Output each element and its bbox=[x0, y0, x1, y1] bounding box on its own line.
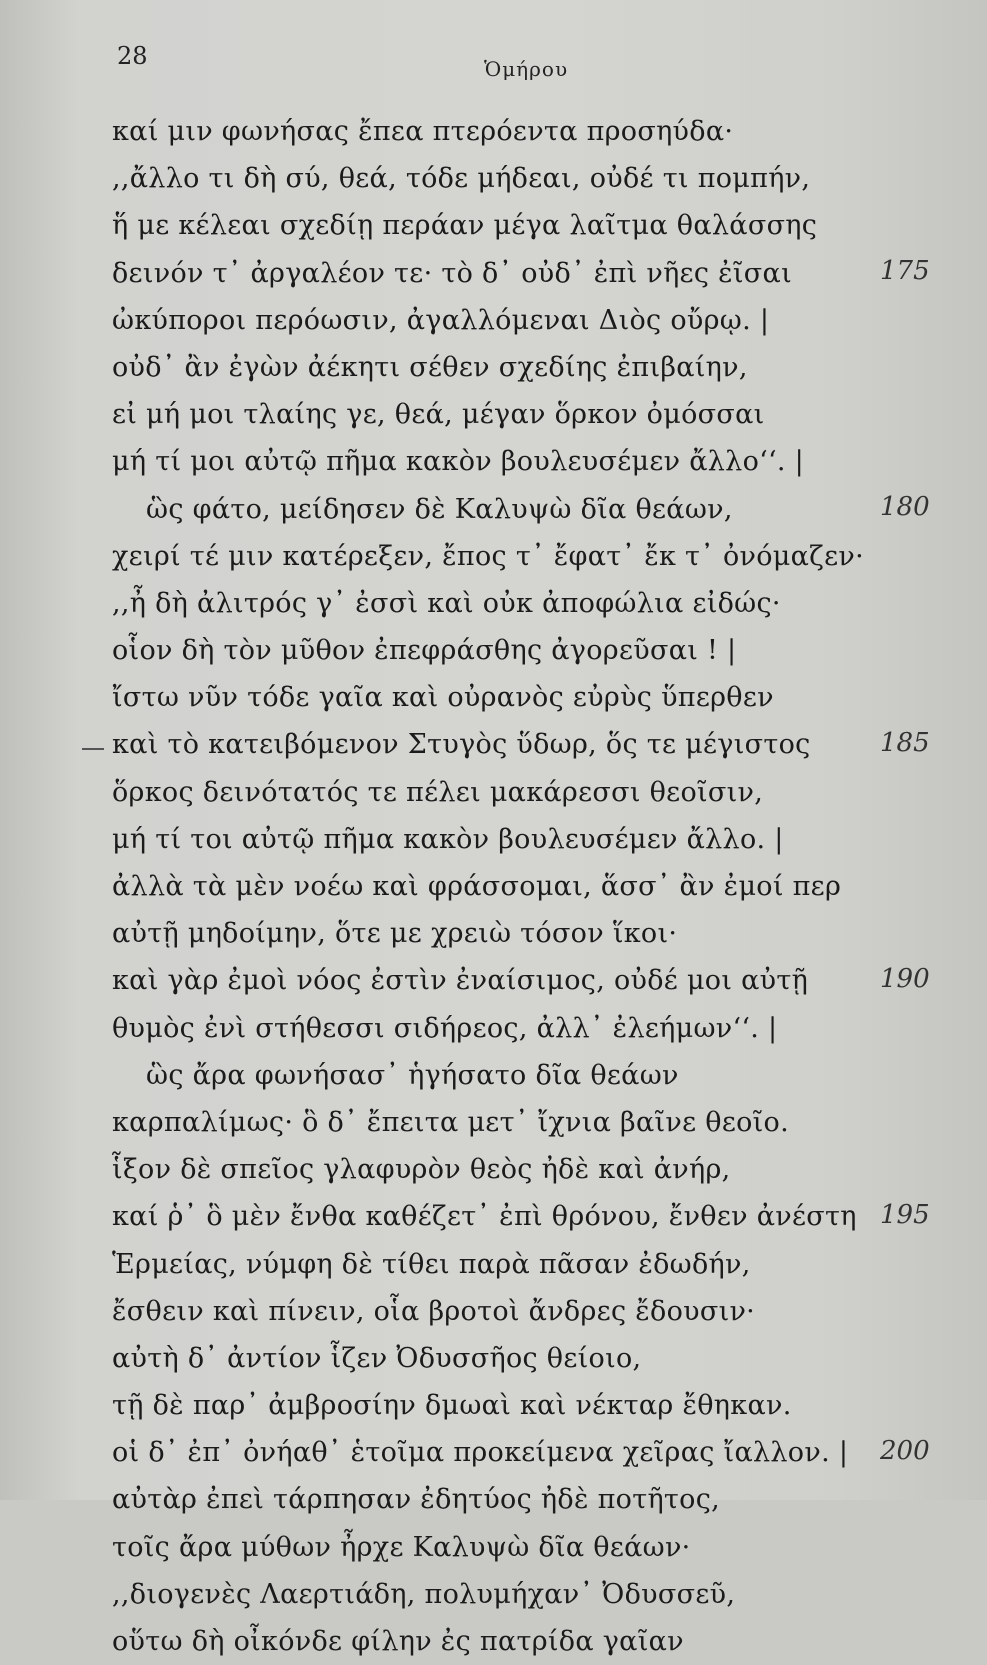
verse-line: αὐτὴ δ᾽ ἀντίον ἷζεν Ὀδυσσῆος θείοιο, bbox=[112, 1342, 642, 1374]
verse-line: οὕτω δὴ οἶκόνδε φίλην ἐς πατρίδα γαῖαν bbox=[112, 1626, 684, 1657]
verse-line: οὐδ᾽ ἂν ἐγὼν ἀέκητι σέθεν σχεδίης ἐπιβαίην, bbox=[112, 351, 748, 383]
verse-line: ὣς φάτο, μείδησεν δὲ Καλυψὼ δῖα θεάων, bbox=[146, 493, 733, 525]
verse-line: μή τί τοι αὐτῷ πῆμα κακὸν βουλευσέμεν ἄλλο. | bbox=[112, 823, 784, 855]
verse-line-number: 180 bbox=[880, 491, 930, 522]
verse-line: τῇ δὲ παρ᾽ ἀμβροσίην δμωαὶ καὶ νέκταρ ἔθηκαν. bbox=[112, 1390, 792, 1422]
verse-line: ,,ἦ δὴ ἀλιτρός γ᾽ ἐσσὶ καὶ οὐκ ἀποφώλια εἰδώς· bbox=[112, 587, 781, 619]
verse-line: μή τί μοι αὐτῷ πῆμα κακὸν βουλευσέμεν ἄλλο‘‘. | bbox=[112, 446, 805, 478]
verse-line: ἴστω νῦν τόδε γαῖα καὶ οὐρανὸς εὐρὺς ὕπερθεν bbox=[112, 682, 774, 714]
verse-line: καὶ τὸ κατειβόμενον Στυγὸς ὕδωρ, ὅς τε μέγιστος bbox=[112, 729, 811, 761]
verse-line: αὐτῇ μηδοίμην, ὅτε με χρειὼ τόσον ἵκοι· bbox=[112, 918, 678, 950]
verse-line-number: 190 bbox=[880, 963, 930, 994]
verse-line: χειρί τέ μιν κατέρεξεν, ἔπος τ᾽ ἔφατ᾽ ἔκ τ᾽ ὀνόμαζεν· bbox=[112, 540, 864, 572]
verse-line: ἔσθειν καὶ πίνειν, οἷα βροτοὶ ἄνδρες ἔδουσιν· bbox=[112, 1295, 756, 1327]
verse-line: καί ῥ᾽ ὃ μὲν ἔνθα καθέζετ᾽ ἐπὶ θρόνου, ἔνθεν ἀνέστη bbox=[112, 1201, 857, 1233]
verse-line-number: 175 bbox=[880, 255, 930, 286]
verse-line: καί μιν φωνήσας ἔπεα πτερόεντα προσηύδα· bbox=[112, 116, 734, 147]
verse-line: εἰ μή μοι τλαίης γε, θεά, μέγαν ὅρκον ὀμόσσαι bbox=[112, 399, 765, 431]
verse-line-number: 200 bbox=[880, 1435, 930, 1466]
verse-line-number: 185 bbox=[880, 727, 930, 758]
verse-line: θυμὸς ἐνὶ στήθεσσι σιδήρεος, ἀλλ᾽ ἐλεήμων‘‘. | bbox=[112, 1012, 778, 1044]
verse-line: οἷον δὴ τὸν μῦθον ἐπεφράσθης ἀγορεῦσαι ! | bbox=[112, 635, 737, 667]
verse-line-number: 195 bbox=[880, 1199, 930, 1230]
margin-mark bbox=[82, 748, 104, 750]
verse-line: δεινόν τ᾽ ἀργαλέον τε· τὸ δ᾽ οὐδ᾽ ἐπὶ νῆες ἐῖσαι bbox=[112, 257, 792, 289]
verse-line: ἷξον δὲ σπεῖος γλαφυρὸν θεὸς ἠδὲ καὶ ἀνήρ, bbox=[112, 1154, 731, 1186]
verse-line: αὐτὰρ ἐπεὶ τάρπησαν ἐδητύος ἠδὲ ποτῆτος, bbox=[112, 1484, 721, 1516]
verse-line: οἱ δ᾽ ἐπ᾽ ὀνήαθ᾽ ἑτοῖμα προκείμενα χεῖρας ἴαλλον. | bbox=[112, 1437, 849, 1469]
page-number: 28 bbox=[117, 42, 148, 70]
running-head: Ὁμήρου bbox=[484, 57, 569, 81]
verse-line: ὣς ἄρα φωνήσασ᾽ ἡγήσατο δῖα θεάων bbox=[146, 1059, 679, 1091]
verse-line: ,,διογενὲς Λαερτιάδη, πολυμήχαν᾽ Ὀδυσσεῦ, bbox=[112, 1578, 736, 1610]
verse-line: καρπαλίμως· ὃ δ᾽ ἔπειτα μετ᾽ ἴχνια βαῖνε θεοῖο. bbox=[112, 1106, 789, 1138]
verse-line: Ἑρμείας, νύμφη δὲ τίθει παρὰ πᾶσαν ἐδωδήν, bbox=[112, 1248, 751, 1280]
verse-line: ὠκύποροι περόωσιν, ἀγαλλόμεναι Διὸς οὔρῳ. | bbox=[112, 304, 770, 336]
verse-text-block bbox=[112, 108, 864, 1665]
verse-line: ἀλλὰ τὰ μὲν νοέω καὶ φράσσομαι, ἅσσ᾽ ἂν ἐμοί περ bbox=[112, 871, 842, 902]
verse-line: ἥ με κέλεαι σχεδίῃ περάαν μέγα λαῖτμα θαλάσσης bbox=[112, 210, 818, 242]
verse-line: καὶ γὰρ ἐμοὶ νόος ἐστὶν ἐναίσιμος, οὐδέ μοι αὐτῇ bbox=[112, 965, 809, 997]
verse-line: ,,ἄλλο τι δὴ σύ, θεά, τόδε μήδεαι, οὐδέ τι πομπήν, bbox=[112, 163, 811, 195]
verse-line: τοῖς ἄρα μύθων ἦρχε Καλυψὼ δῖα θεάων· bbox=[112, 1531, 691, 1563]
verse-line: ὅρκος δεινότατός τε πέλει μακάρεσσι θεοῖσιν, bbox=[112, 776, 764, 808]
